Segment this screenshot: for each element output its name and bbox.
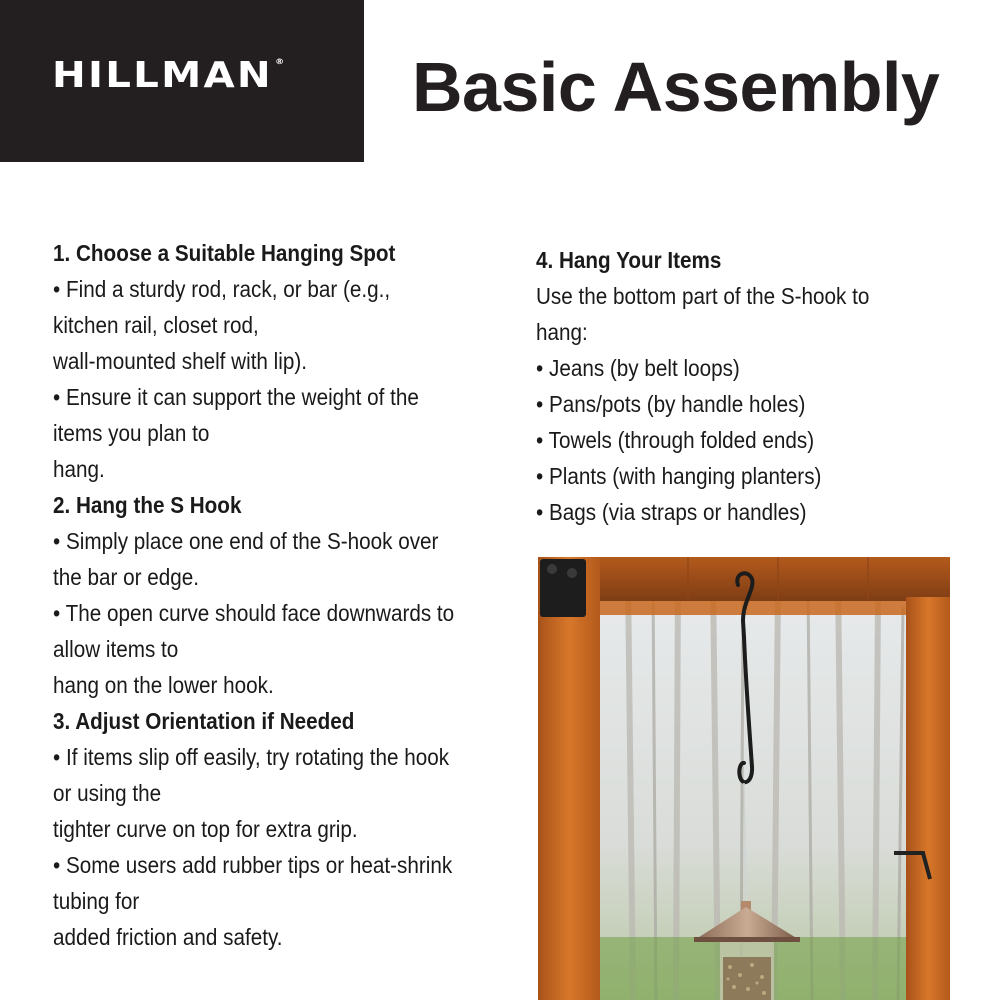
step-text-line: items you plan to [53,420,210,446]
page-title: Basic Assembly [412,48,940,126]
brand-logo-panel [0,0,364,162]
step-text-line: or using the [53,780,162,806]
step-text-line: • Some users add rubber tips or heat-shrink [53,852,453,878]
step-heading: 3. Adjust Orientation if Needed [53,708,355,734]
pergola-post-right [906,597,950,1000]
step-text-line: • The open curve should face downwards to [53,600,455,626]
instructions-left-column [53,235,511,955]
step-heading: 1. Choose a Suitable Hanging Spot [53,240,396,266]
brand-logo-text: HILLMAN [52,55,273,96]
step-text-line: hang. [53,456,105,482]
step-text-line: • Ensure it can support the weight of the [53,384,419,410]
registered-mark: ® [275,57,285,66]
step-heading: 2. Hang the S Hook [53,492,242,518]
step-text-line: • Simply place one end of the S-hook over [53,528,439,554]
step-text-line: • Plants (with hanging planters) [536,463,822,489]
step-text-line: added friction and safety. [53,924,283,950]
step-text-line: kitchen rail, closet rod, [53,312,259,338]
pergola-post-left [538,557,600,1000]
step-text-line: tighter curve on top for extra grip. [53,816,358,842]
step-heading: 4. Hang Your Items [536,247,722,273]
step-text-line: • Jeans (by belt loops) [536,355,740,381]
step-text-line: • Towels (through folded ends) [536,427,815,453]
step-text-line: tubing for [53,888,140,914]
pergola-bird-feeder-photo [538,557,950,1000]
step-text-line: hang on the lower hook. [53,672,274,698]
step-text-line: • If items slip off easily, try rotating the hook [53,744,450,770]
step-text-line: hang: [536,319,588,345]
step-text-line: • Pans/pots (by handle holes) [536,391,806,417]
brand-logo [52,55,285,96]
instructions-right-column [536,242,950,530]
step-text-line: wall-mounted shelf with lip). [53,348,308,374]
step-text-line: • Find a sturdy rod, rack, or bar (e.g., [53,276,391,302]
step-text-line: Use the bottom part of the S-hook to [536,283,870,309]
step-text-line: • Bags (via straps or handles) [536,499,807,525]
product-photo [538,557,950,1000]
metal-bracket [540,559,586,617]
step-text-line: the bar or edge. [53,564,200,590]
step-text-line: allow items to [53,636,179,662]
